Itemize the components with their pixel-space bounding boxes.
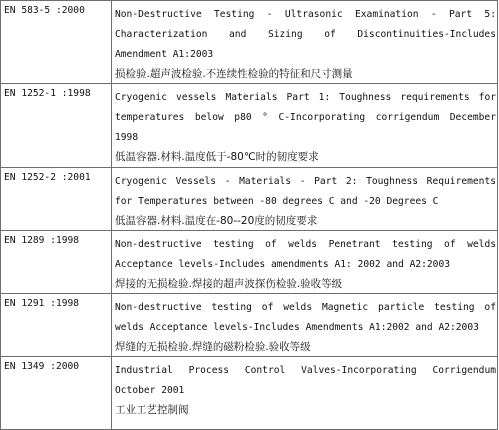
chinese-title: 低温容器.材料.温度低于-80℃时的韧度要求 bbox=[115, 151, 319, 163]
title-line: Characterization and Sizing of Discontinuities-Includes bbox=[115, 29, 496, 40]
table-row bbox=[1, 294, 498, 357]
table-row bbox=[1, 1, 498, 84]
standard-code: EN 1349 :2000 bbox=[1, 357, 112, 430]
standard-description bbox=[112, 294, 498, 357]
chinese-title: 损检验.超声波检验.不连续性检验的特征和尺寸测量 bbox=[115, 68, 353, 80]
standard-code: EN 1252-2 :2001 bbox=[1, 168, 112, 231]
title-line: for Temperatures between -80 degrees C and -20 Degrees C bbox=[115, 196, 439, 207]
chinese-title: 工业工艺控制阀 bbox=[115, 404, 189, 416]
title-line: Non-destructive testing of welds Magnetic particle testing of bbox=[115, 302, 496, 313]
chinese-title: 焊缝的无损检验.焊缝的磁粉检验.验收等级 bbox=[115, 341, 311, 353]
title-line: temperatures below p80 ° C-Incorporating corrigendum December bbox=[115, 112, 496, 123]
table-row bbox=[1, 84, 498, 168]
title-line: Amendment A1:2003 bbox=[115, 49, 214, 60]
title-line: Cryogenic Vessels - Materials - Part 2: Toughness Requirements bbox=[115, 176, 496, 187]
title-line: welds Acceptance levels-Includes Amendments A1:2002 and A2:2003 bbox=[115, 322, 479, 333]
title-line: Non-Destructive Testing - Ultrasonic Examination - Part 5: bbox=[115, 9, 496, 20]
chinese-title: 低温容器.材料.温度在-80--20度的韧度要求 bbox=[115, 215, 318, 227]
table-row bbox=[1, 168, 498, 231]
table-row bbox=[1, 357, 498, 430]
standard-description bbox=[112, 168, 498, 231]
table-row bbox=[1, 231, 498, 294]
title-line: 1998 bbox=[115, 132, 139, 143]
standard-code: EN 1252-1 :1998 bbox=[1, 84, 112, 168]
standard-description bbox=[112, 231, 498, 294]
standard-code: EN 583-5 :2000 bbox=[1, 1, 112, 84]
title-line: Cryogenic vessels Materials Part 1: Toughness requirements for bbox=[115, 92, 496, 103]
standard-description bbox=[112, 1, 498, 84]
standard-code: EN 1291 :1998 bbox=[1, 294, 112, 357]
title-line: Industrial Process Control Valves-Incorporating Corrigendum bbox=[115, 365, 496, 376]
standard-description bbox=[112, 357, 498, 430]
title-line: October 2001 bbox=[115, 385, 185, 396]
title-line: Non-destructive testing of welds Penetrant testing of welds bbox=[115, 239, 496, 250]
title-line: Acceptance levels-Includes amendments A1: 2002 and A2:2003 bbox=[115, 259, 451, 270]
standard-code: EN 1289 :1998 bbox=[1, 231, 112, 294]
standard-description bbox=[112, 84, 498, 168]
chinese-title: 焊接的无损检验.焊接的超声波探伤检验.验收等级 bbox=[115, 278, 343, 290]
